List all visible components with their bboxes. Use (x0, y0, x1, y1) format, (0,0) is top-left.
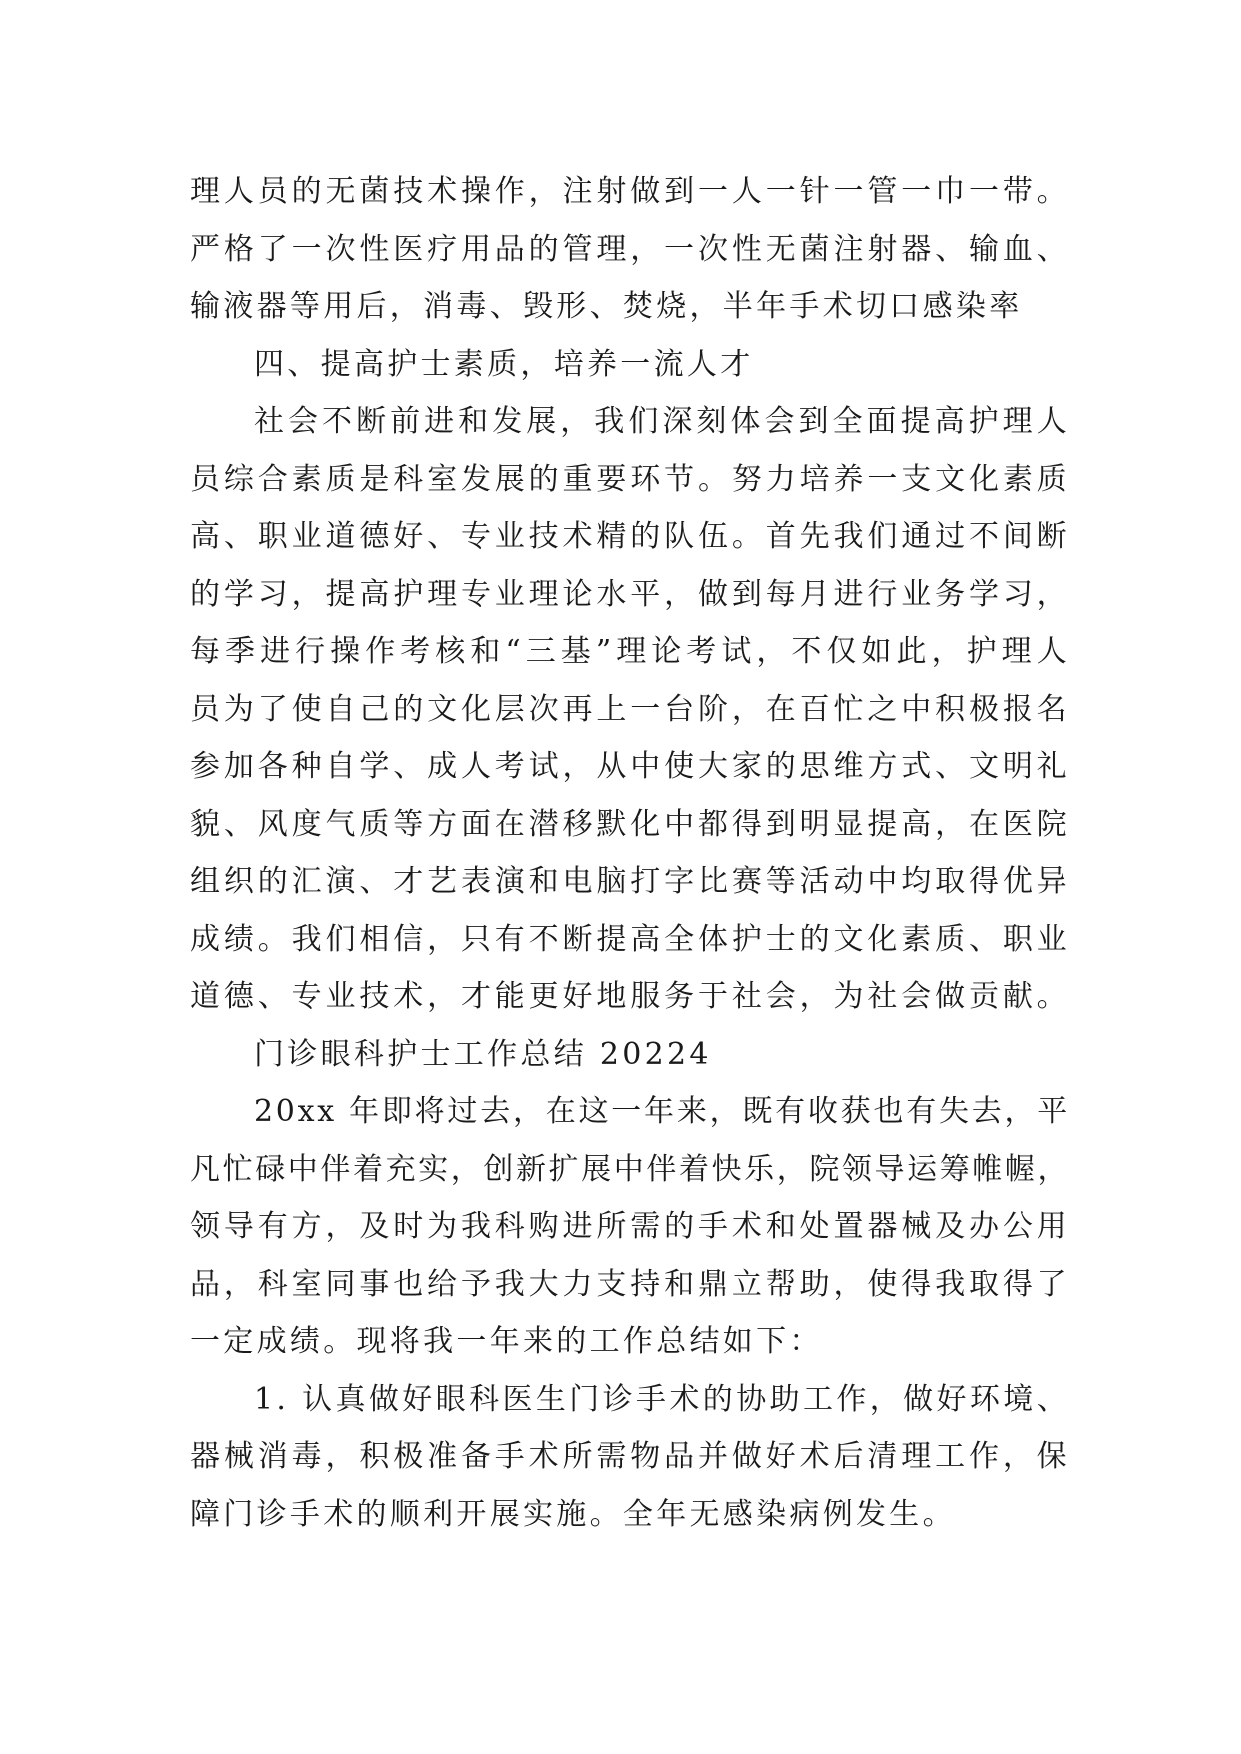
text-line: 道德、专业技术，才能更好地服务于社会，为社会做贡献。 (190, 979, 1070, 1014)
document-title: 门诊眼科护士工作总结 20224 (254, 1036, 712, 1072)
text-line: 成绩。我们相信，只有不断提高全体护士的文化素质、职业 (190, 921, 1070, 957)
section-heading: 四、提高护士素质，培养一流人才 (254, 346, 754, 382)
text-line: 输液器等用后，消毒、毁形、焚烧，半年手术切口感染率 (190, 289, 1023, 324)
text-line: 器械消毒，积极准备手术所需物品并做好术后清理工作，保 (190, 1439, 1070, 1474)
text-line: 一定成绩。现将我一年来的工作总结如下： (190, 1324, 823, 1359)
text-line: 障门诊手术的顺利开展实施。全年无感染病例发生。 (190, 1496, 956, 1532)
text-line: 凡忙碌中伴着充实，创新扩展中伴着快乐，院领导运筹帷幄， (190, 1151, 1070, 1187)
text-line: 严格了一次性医疗用品的管理，一次性无菌注射器、输血、 (190, 231, 1070, 267)
list-item: 1. 认真做好眼科医生门诊手术的协助工作，做好环境、 (254, 1381, 1070, 1417)
document-body (190, 163, 1070, 1543)
text-line: 的学习，提高护理专业理论水平，做到每月进行业务学习， (190, 576, 1070, 612)
text-line: 社会不断前进和发展，我们深刻体会到全面提高护理人 (254, 404, 1070, 439)
text-line: 员综合素质是科室发展的重要环节。努力培养一支文化素质 (190, 461, 1070, 497)
text-line: 参加各种自学、成人考试，从中使大家的思维方式、文明礼 (190, 749, 1070, 784)
text-line: 高、职业道德好、专业技术精的队伍。首先我们通过不间断 (190, 519, 1070, 554)
text-line: 品，科室同事也给予我大力支持和鼎立帮助，使得我取得了 (190, 1266, 1070, 1302)
text-line: 员为了使自己的文化层次再上一台阶，在百忙之中积极报名 (190, 691, 1070, 727)
text-line: 20xx 年即将过去，在这一年来，既有收获也有失去，平 (254, 1094, 1070, 1129)
text-line: 貌、风度气质等方面在潜移默化中都得到明显提高，在医院 (190, 806, 1070, 842)
text-line: 组织的汇演、才艺表演和电脑打字比赛等活动中均取得优异 (190, 864, 1070, 899)
text-line: 领导有方，及时为我科购进所需的手术和处置器械及办公用 (190, 1209, 1070, 1244)
text-line: 每季进行操作考核和“三基”理论考试，不仅如此，护理人 (190, 634, 1070, 669)
text-line: 理人员的无菌技术操作，注射做到一人一针一管一巾一带。 (190, 174, 1070, 209)
